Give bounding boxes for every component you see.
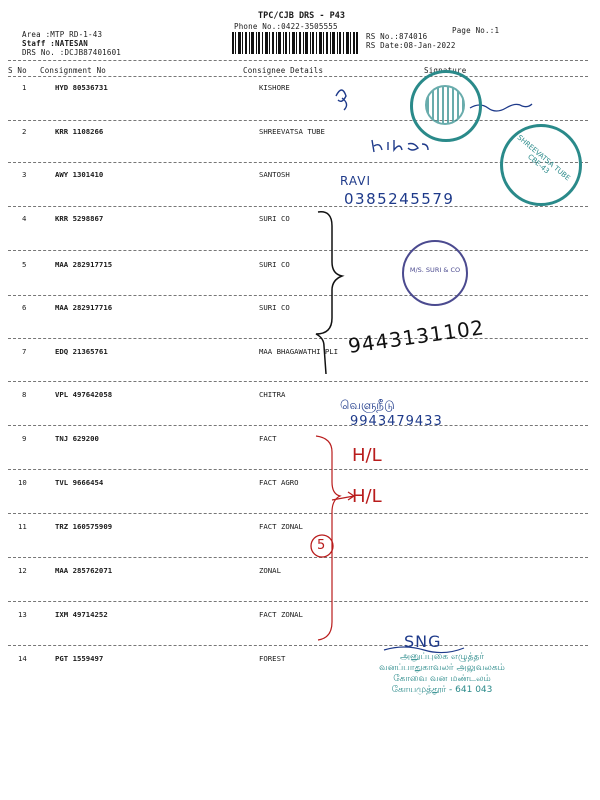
handwritten-five: 5 (317, 538, 326, 553)
col-signature: Signature (424, 66, 467, 75)
stamp-shreevatsa-text: SHREEVATSA TUBE CBE-43 (515, 133, 572, 183)
stamp-forest-line4: கோயமுத்தூர் - 641 043 (391, 685, 493, 695)
row-consignment: IXM 49714252 (55, 610, 108, 619)
staff-label: Staff :NATESAN (22, 39, 89, 48)
rs-date: RS Date:08-Jan-2022 (366, 41, 456, 50)
col-consignment: Consignment No (40, 66, 107, 75)
row-consignee: KISHORE (259, 83, 290, 92)
row-consignee: FACT ZONAL (259, 610, 303, 619)
row-sno: 6 (22, 303, 27, 312)
phone-number: Phone No.:0422-3505555 (234, 22, 338, 31)
row-consignee: MAA BHAGAWATHI PLI (259, 347, 339, 356)
row-consignment: MAA 285762071 (55, 566, 113, 575)
row-consignee: FACT AGRO (259, 478, 299, 487)
row-sno: 3 (22, 170, 27, 179)
signature-shreevatsa (372, 140, 428, 152)
row-sno: 12 (18, 566, 27, 575)
row-consignment: VPL 497642058 (55, 390, 113, 399)
handwritten-ravi: RAVI (340, 174, 372, 188)
row-sno: 8 (22, 390, 27, 399)
row-sno: 13 (18, 610, 27, 619)
row-consignee: FOREST (259, 654, 286, 663)
row-sno: 10 (18, 478, 27, 487)
drs-number: DRS No. :DCJB87401601 (22, 48, 122, 57)
row-consignment: PGT 1559497 (55, 654, 104, 663)
stamp-forest-office (358, 652, 526, 696)
row-consignee: SURI CO (259, 260, 290, 269)
row-consignment: TVL 9666454 (55, 478, 104, 487)
row-consignment: KRR 1108266 (55, 127, 104, 136)
row-consignment: TNJ 629200 (55, 434, 99, 443)
row-consignee: SURI CO (259, 303, 290, 312)
row-consignee: SURI CO (259, 214, 290, 223)
row-sno: 11 (18, 522, 27, 531)
row-consignment: TRZ 160575909 (55, 522, 113, 531)
row-consignment: KRR 5298867 (55, 214, 104, 223)
stamp-seal-inner (425, 85, 465, 125)
handwritten-hl-2: H/L (352, 486, 382, 507)
row-consignee: SANTOSH (259, 170, 290, 179)
row-consignment: EDQ 21365761 (55, 347, 108, 356)
row-sno: 9 (22, 434, 27, 443)
page-number: Page No.:1 (452, 26, 500, 35)
row-consignee: ZONAL (259, 566, 281, 575)
row-consignment: MAA 282917715 (55, 260, 113, 269)
drs-title: TPC/CJB DRS - P43 (258, 11, 345, 21)
handwritten-phone-3: 9943479433 (350, 414, 443, 429)
stamp-suri-text: M/S. SURI & CO (409, 266, 461, 274)
row-consignment: HYD 80536731 (55, 83, 108, 92)
handwritten-hl-1: H/L (352, 445, 382, 466)
row-consignment: MAA 282917716 (55, 303, 113, 312)
row-consignee: CHITRA (259, 390, 286, 399)
stamp-forest-line3: கோவை வன மண்டலம் (393, 674, 491, 684)
handwritten-phone-2: 9443131102 (346, 315, 486, 358)
row-sno: 4 (22, 214, 27, 223)
row-consignee: FACT (259, 434, 277, 443)
col-consignee: Consignee Details (243, 66, 324, 75)
row-sno: 2 (22, 127, 27, 136)
stamp-shreevatsa (500, 124, 582, 206)
stamp-suri-co (402, 240, 468, 306)
area-label: Area :MTP RD-1-43 (22, 30, 103, 39)
rs-number: RS No.:874016 (366, 32, 428, 41)
row-sno: 14 (18, 654, 27, 663)
bracket-suri (316, 212, 342, 374)
col-sno: S No (8, 66, 27, 75)
signature-kishore (336, 90, 347, 110)
stamp-company-seal (410, 70, 482, 142)
row-consignee: SHREEVATSA TUBE (259, 127, 325, 136)
row-consignment: AWY 1301410 (55, 170, 104, 179)
handwritten-tamil-name: வெளுநீடு (340, 398, 395, 412)
row-sno: 7 (22, 347, 27, 356)
stamp-forest-line1: அனுப்புகை எழுத்தர் (399, 652, 485, 662)
row-sno: 5 (22, 260, 27, 269)
handwritten-signature-forest: SNG (404, 632, 442, 651)
stamp-forest-line2: வனப்பாதுகாவலர் அலுவலகம் (379, 663, 505, 673)
row-consignee: FACT ZONAL (259, 522, 303, 531)
handwritten-phone-1: 0385245579 (344, 190, 455, 208)
row-sno: 1 (22, 83, 27, 92)
